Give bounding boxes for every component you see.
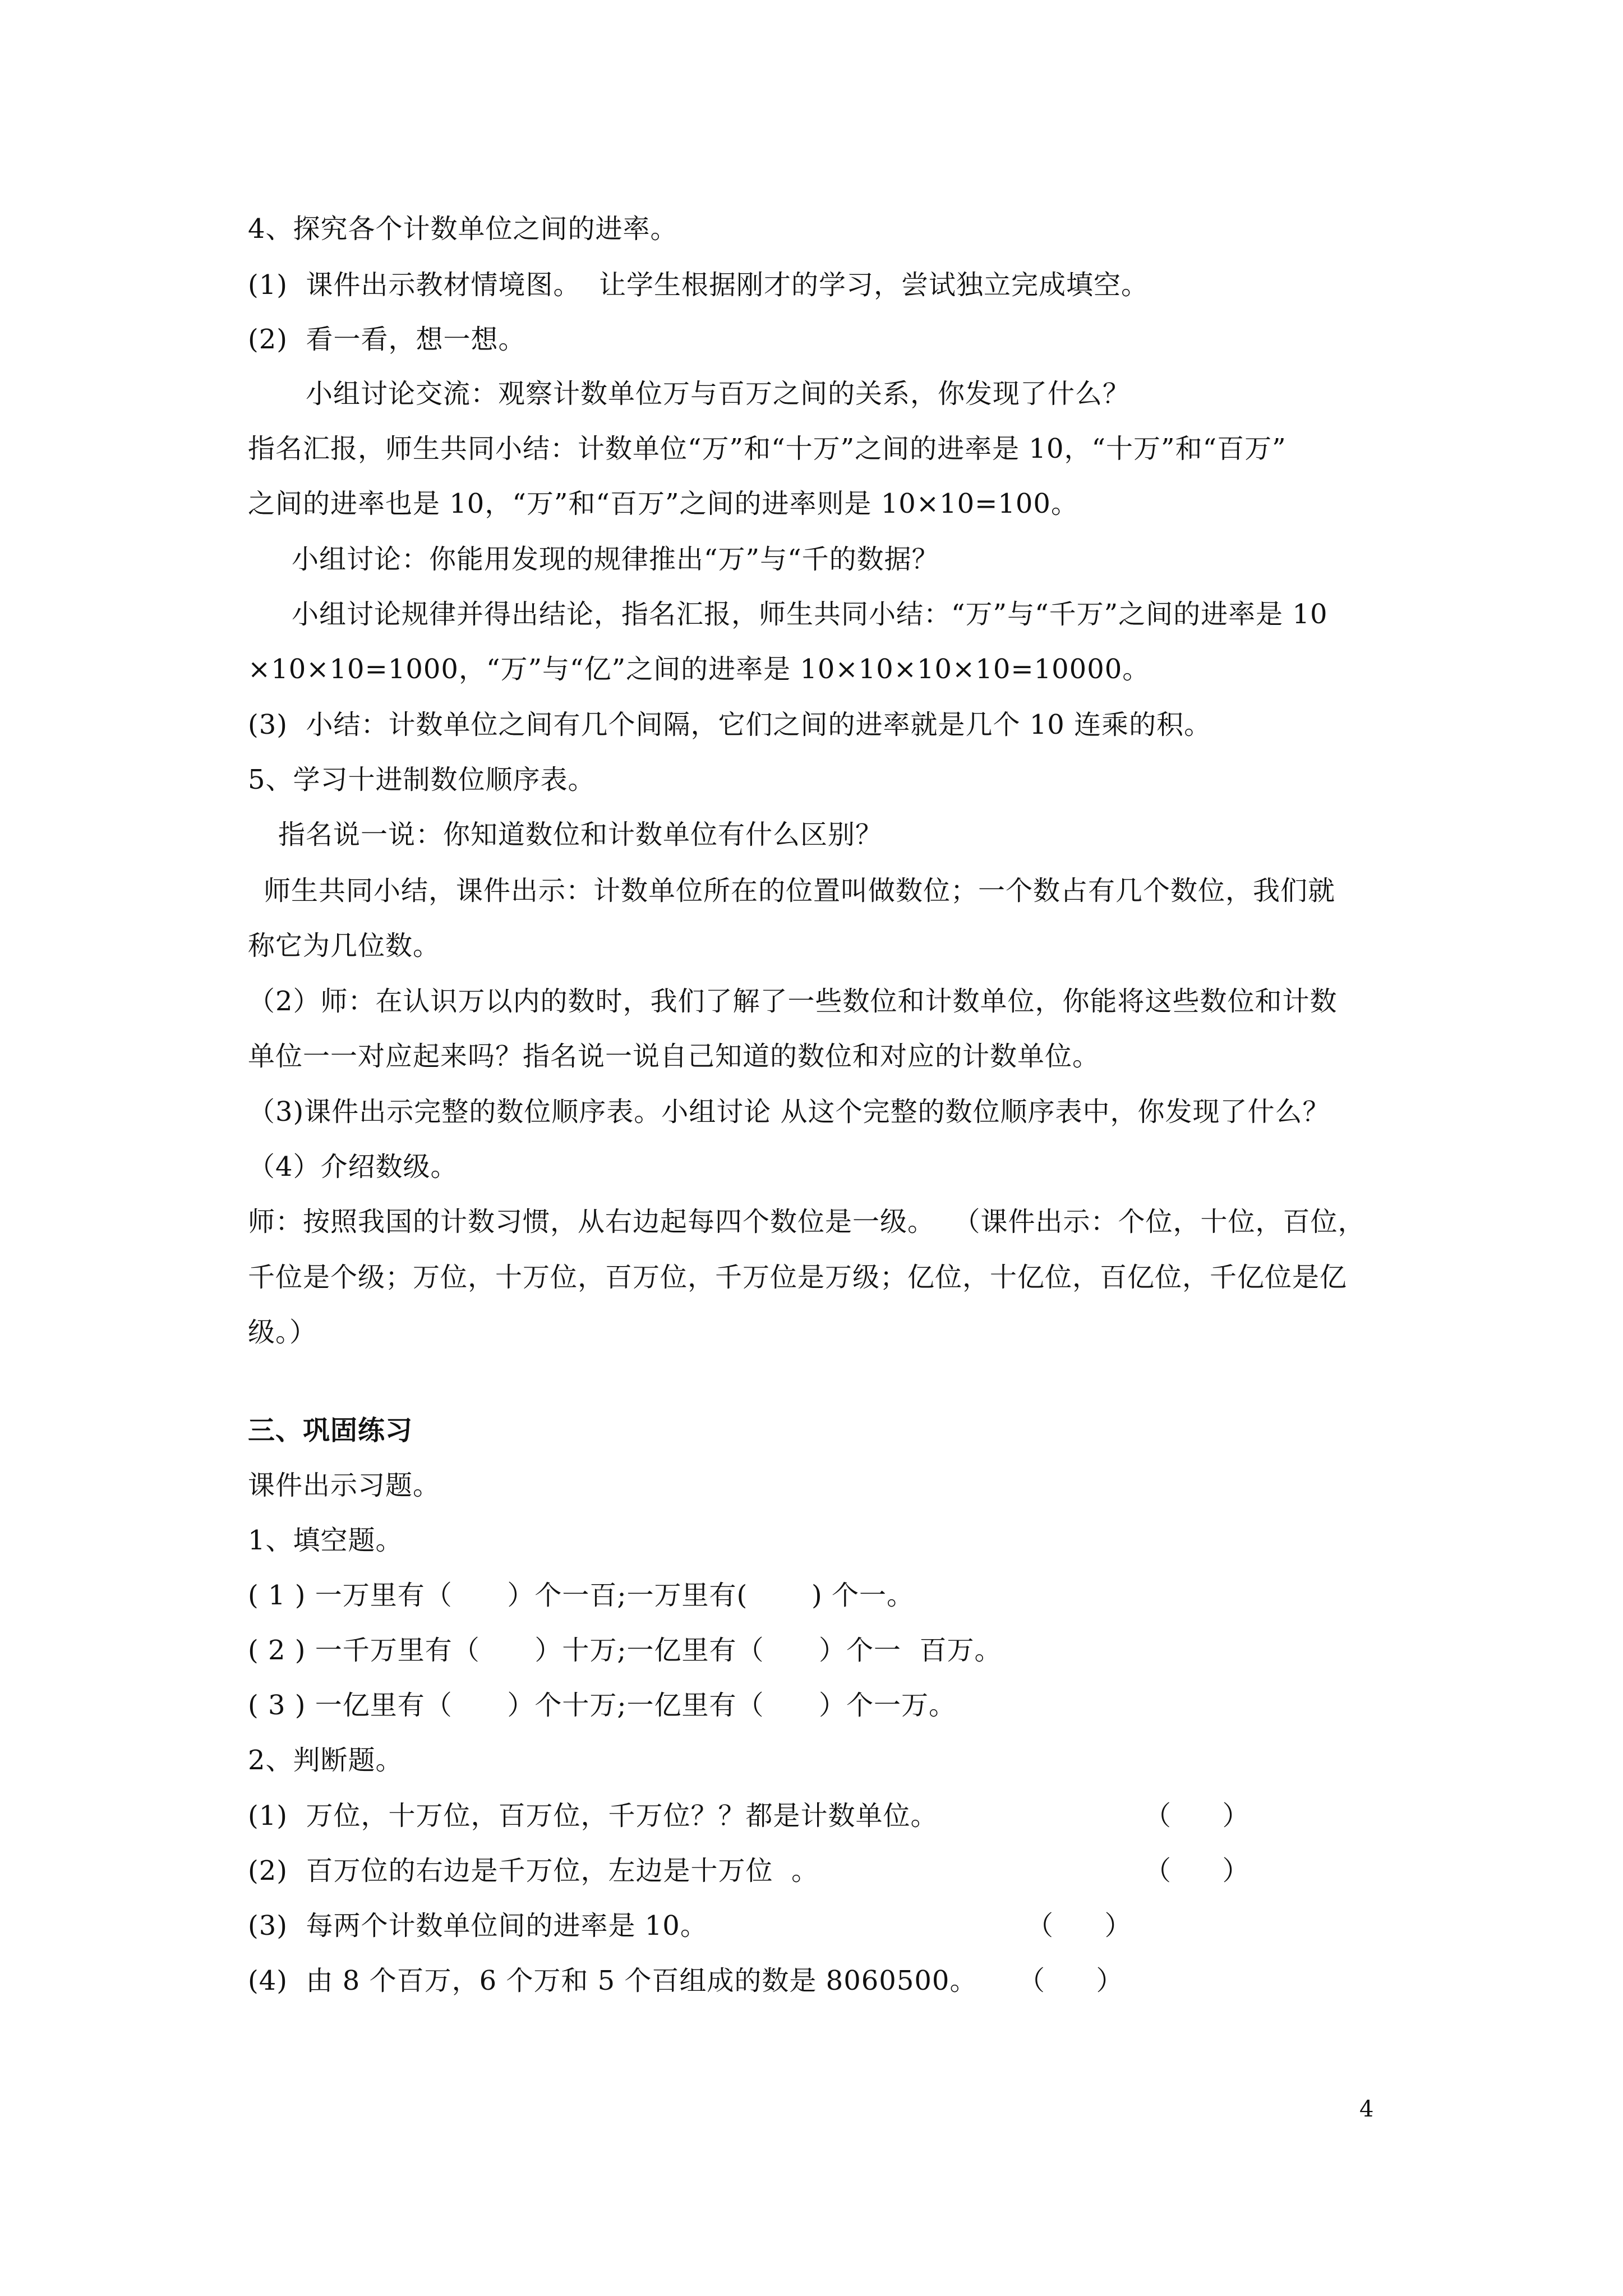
paragraph: ×10×10=1000，“万”与“亿”之间的进率是 10×10×10×10=10000。 [248, 654, 1150, 685]
paragraph: 小组讨论规律并得出结论，指名汇报，师生共同小结：“万”与“千万”之间的进率是 10 [292, 599, 1328, 630]
paragraph: （4）介绍数级。 [248, 1151, 458, 1182]
paragraph: 师生共同小结，课件出示：计数单位所在的位置叫做数位；一个数占有几个数位，我们就 [264, 875, 1336, 907]
answer-bracket: （ ） [1018, 1965, 1123, 1996]
answer-bracket: （ ） [1144, 1800, 1249, 1832]
answer-bracket: （ ） [1144, 1855, 1249, 1887]
paragraph: 称它为几位数。 [248, 930, 441, 961]
exercise-heading-fill: 1、填空题。 [248, 1525, 403, 1556]
judge-question: (1) 万位，十万位，百万位，千万位？？都是计数单位。 [248, 1800, 938, 1832]
paragraph: (2) 看一看，想一想。 [248, 324, 526, 355]
section-heading-practice: 三、巩固练习 [248, 1415, 413, 1446]
paragraph: 之间的进率也是 10，“万”和“百万”之间的进率则是 10×10=100。 [248, 488, 1078, 519]
paragraph: 指名汇报，师生共同小结：计数单位“万”和“十万”之间的进率是 10，“十万”和“百万” [248, 433, 1287, 464]
page-number: 4 [1359, 2096, 1374, 2122]
paragraph: (3) 小结：计数单位之间有几个间隔，它们之间的进率就是几个 10 连乘的积。 [248, 709, 1212, 740]
paragraph: 小组讨论交流：观察计数单位万与百万之间的关系，你发现了什么？ [306, 378, 1131, 409]
paragraph: 课件出示习题。 [248, 1470, 441, 1501]
paragraph: 小组讨论：你能用发现的规律推出“万”与“千的数据？ [292, 544, 939, 575]
fill-question: ( 3 ) 一亿里有（ ）个十万;一亿里有（ ）个一万。 [248, 1690, 957, 1721]
exercise-heading-judge: 2、判断题。 [248, 1745, 403, 1776]
section-heading-4: 4、探究各个计数单位之间的进率。 [248, 213, 678, 245]
judge-question: (3) 每两个计数单位间的进率是 10。 [248, 1910, 708, 1941]
paragraph: 千位是个级；万位，十万位，百万位，千万位是万级；亿位，十亿位，百亿位，千亿位是亿 [248, 1262, 1348, 1293]
paragraph: 单位一一对应起来吗？指名说一说自己知道的数位和对应的计数单位。 [248, 1041, 1100, 1072]
paragraph: （2）师：在认识万以内的数时，我们了解了一些数位和计数单位，你能将这些数位和计数 [248, 986, 1338, 1017]
paragraph: 指名说一说：你知道数位和计数单位有什么区别？ [278, 819, 883, 850]
fill-question: ( 1 ) 一万里有（ ）个一百;一万里有( ) 个一。 [248, 1580, 915, 1611]
judge-question: (4) 由 8 个百万，6 个万和 5 个百组成的数是 8060500。 [248, 1965, 978, 1996]
paragraph: (1) 课件出示教材情境图。 让学生根据刚才的学习，尝试独立完成填空。 [248, 269, 1149, 301]
paragraph: 师：按照我国的计数习惯，从右边起每四个数位是一级。 （课件出示：个位，十位，百位， [248, 1206, 1366, 1237]
paragraph: 级。） [248, 1317, 317, 1348]
answer-bracket: （ ） [1026, 1910, 1132, 1941]
paragraph: （3)课件出示完整的数位顺序表。小组讨论 从这个完整的数位顺序表中，你发现了什么？ [248, 1096, 1330, 1128]
fill-question: ( 2 ) 一千万里有（ ）十万;一亿里有（ ）个一 百万。 [248, 1635, 1002, 1666]
section-heading-5: 5、学习十进制数位顺序表。 [248, 764, 596, 795]
judge-question: (2) 百万位的右边是千万位，左边是十万位 。 [248, 1855, 819, 1887]
